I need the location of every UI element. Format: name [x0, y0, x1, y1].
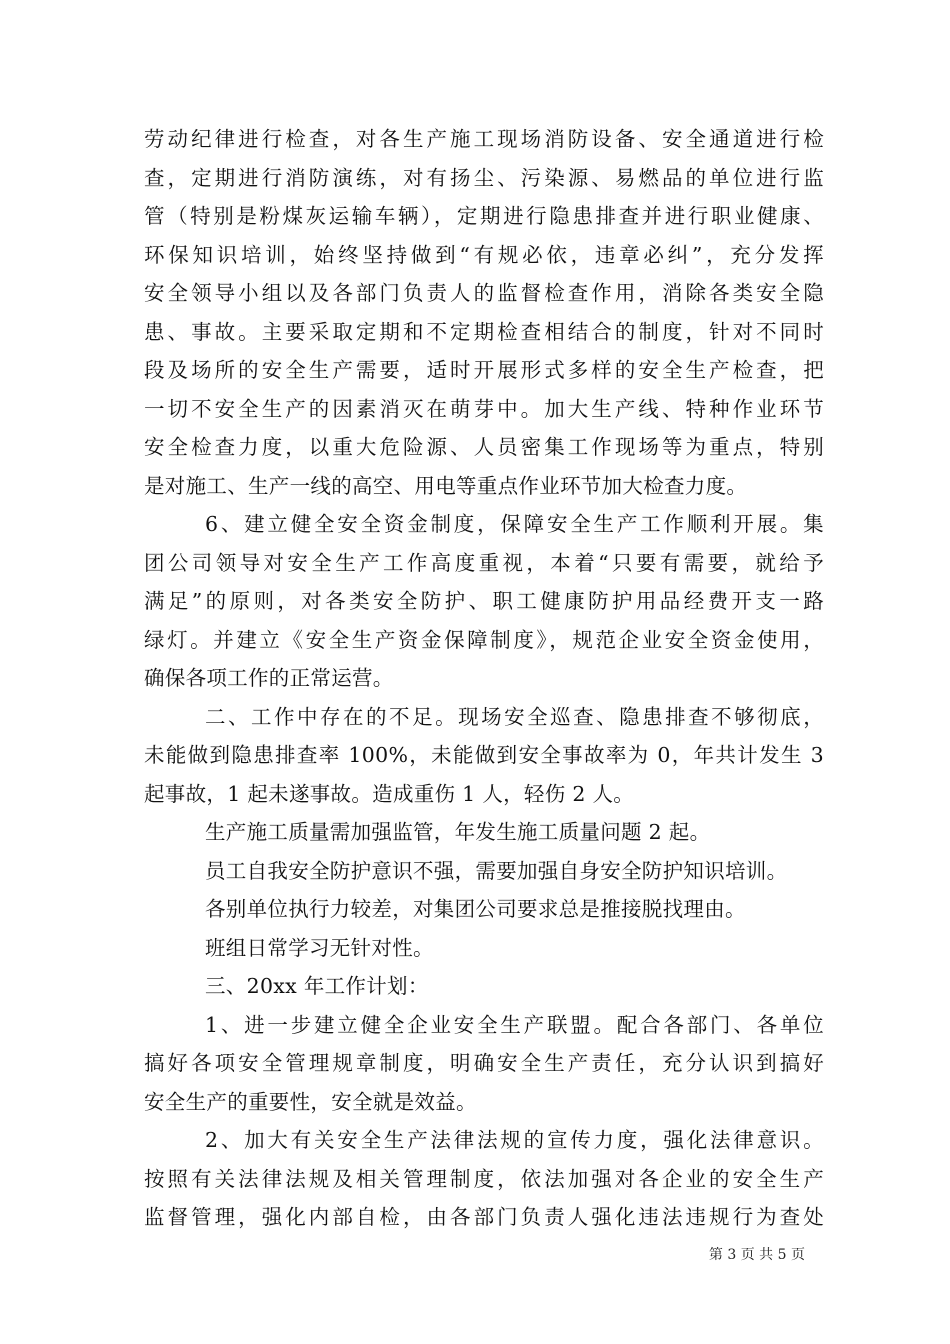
text-line: 搞好各项安全管理规章制度，明确安全生产责任，充分认识到搞好 [144, 1051, 824, 1075]
text-line: 监督管理，强化内部自检，由各部门负责人强化违法违规行为查处 [144, 1205, 824, 1229]
text-line: 二、工作中存在的不足。现场安全巡查、隐患排查不够彻底， [205, 704, 824, 729]
page-number-footer: 第 3 页 共 5 页 [708, 1247, 805, 1263]
text-line: 管（特别是粉煤灰运输车辆），定期进行隐患排查并进行职业健康、 [144, 204, 824, 228]
text-line: 2、加大有关安全生产法律法规的宣传力度，强化法律意识。 [205, 1128, 824, 1152]
text-line: 未能做到隐患排查率 100%，未能做到安全事故率为 0，年共计发生 3 [144, 743, 824, 767]
text-line: 是对施工、生产一线的高空、用电等重点作业环节加大检查力度。 [144, 473, 748, 498]
text-line: 患、事故。主要采取定期和不定期检查相结合的制度，针对不同时 [144, 319, 824, 344]
text-line: 段及场所的安全生产需要，适时开展形式多样的安全生产检查，把 [144, 358, 824, 382]
text-line: 查，定期进行消防演练，对有扬尘、污染源、易燃品的单位进行监 [144, 165, 824, 190]
text-line: 起事故，1 起未遂事故。造成重伤 1 人，轻伤 2 人。 [144, 781, 635, 806]
text-line: 劳动纪律进行检查，对各生产施工现场消防设备、安全通道进行检 [144, 127, 824, 151]
text-line: 安全生产的重要性，安全就是效益。 [144, 1089, 477, 1114]
text-line: 按照有关法律法规及相关管理制度，依法加强对各企业的安全生产 [144, 1166, 824, 1191]
text-line: 员工自我安全防护意识不强，需要加强自身安全防护知识培训。 [205, 858, 788, 883]
text-line: 各别单位执行力较差，对集团公司要求总是推接脱找理由。 [205, 897, 746, 921]
document-body [144, 120, 824, 1237]
text-line: 满足”的原则，对各类安全防护、职工健康防护用品经费开支一路 [144, 589, 824, 613]
text-line: 三、20xx 年工作计划： [205, 974, 429, 998]
text-line: 一切不安全生产的因素消灭在萌芽中。加大生产线、特种作业环节 [144, 396, 824, 421]
text-line: 团公司领导对安全生产工作高度重视，本着“只要有需要，就给予 [144, 550, 824, 575]
text-line: 确保各项工作的正常运营。 [144, 666, 394, 690]
text-line: 环保知识培训，始终坚持做到“有规必依，违章必纠”，充分发挥 [144, 242, 824, 267]
text-line: 安全领导小组以及各部门负责人的监督检查作用，消除各类安全隐 [144, 281, 824, 305]
text-line: 安全检查力度，以重大危险源、人员密集工作现场等为重点，特别 [144, 435, 824, 459]
text-line: 1、进一步建立健全企业安全生产联盟。配合各部门、各单位 [205, 1012, 824, 1037]
text-line: 班组日常学习无针对性。 [205, 935, 434, 960]
text-line: 绿灯。并建立《安全生产资金保障制度》，规范企业安全资金使用， [144, 627, 824, 652]
text-line: 生产施工质量需加强监管，年发生施工质量问题 2 起。 [205, 820, 711, 844]
text-line: 6、建立健全安全资金制度，保障安全生产工作顺利开展。集 [205, 512, 824, 536]
